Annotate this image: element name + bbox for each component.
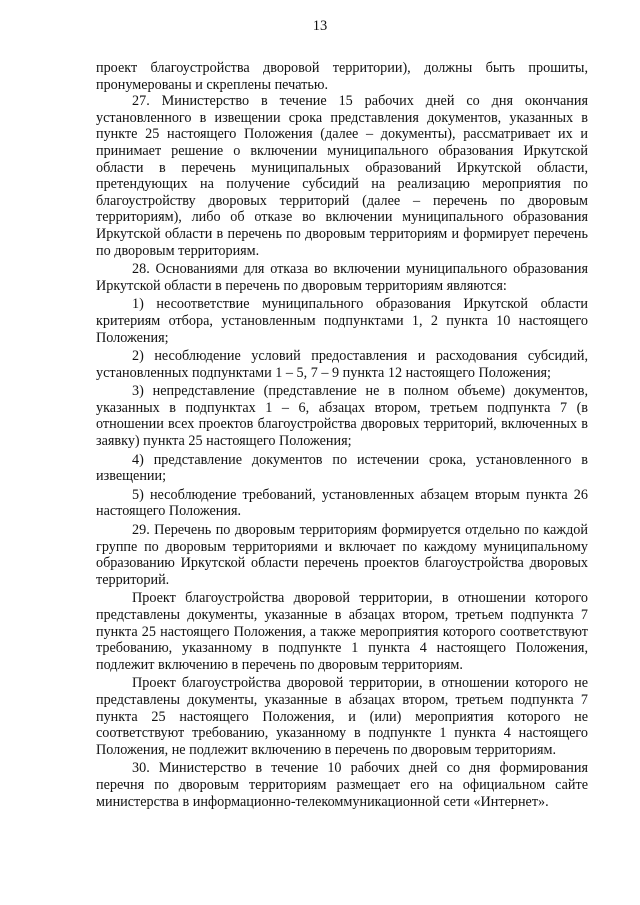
list-item-3: 3) непредставление (представление не в полном объеме) документов, указанных в подпунктах 1 – 6, абзацах втором, третьем подпункта 7 (в отношении всех проектов благоустройства дворовых территорий, включенных в заявку) пункта 25 настоящего Положения; [96, 383, 588, 450]
paragraph-29-project-excluded: Проект благоустройства дворовой территории, в отношении которого не представлены документы, указанные в абзацах втором, третьем подпункта 7 пункта 25 настоящего Положения, и (или) мероприятия которого не соответствуют требованию, указанному в подпункте 1 пункта 4 настоящего Положения, не подлежит включению в перечень по дворовым территориям. [96, 675, 588, 758]
paragraph-29-project-included: Проект благоустройства дворовой территории, в отношении которого представлены документы, указанные в абзацах втором, третьем подпункта 7 пункта 25 настоящего Положения, а также мероприятия которого соответствуют требованию, указанному в подпункте 1 пункта 4 настоящего Положения, подлежит включению в перечень по дворовым территориям. [96, 590, 588, 673]
document-body [96, 60, 588, 810]
paragraph-continuation: проект благоустройства дворовой территории), должны быть прошиты, пронумерованы и скреплены печатью. [96, 60, 588, 93]
paragraph-27: 27. Министерство в течение 15 рабочих дней со дня окончания установленного в извещении срока представления документов, указанных в пункте 25 настоящего Положения (далее – документы), рассматривает их и принимает решение о включении муниципального образования Иркутской области в перечень муниципальных образований Иркутской области, претендующих на получение субсидий на реализацию мероприятия по благоустройству дворовых территорий (далее – перечень по дворовым территориям), либо об отказе во включении муниципального образования Иркутской области в перечень по дворовым территориям и формирует перечень по дворовым территориям. [96, 93, 588, 259]
list-item-4: 4) представление документов по истечении срока, установленного в извещении; [96, 451, 588, 485]
list-item-5: 5) несоблюдение требований, установленных абзацем вторым пункта 26 настоящего Положения. [96, 486, 588, 520]
page-number: 13 [312, 18, 328, 34]
paragraph-30: 30. Министерство в течение 10 рабочих дней со дня формирования перечня по дворовым территориям размещает его на официальном сайте министерства в информационно-телекоммуникационной сети «Интернет». [96, 760, 588, 810]
list-item-2: 2) несоблюдение условий предоставления и расходования субсидий, установленных подпунктами 1 – 5, 7 – 9 пункта 12 настоящего Положения; [96, 348, 588, 381]
list-item-1: 1) несоответствие муниципального образования Иркутской области критериям отбора, установленным подпунктами 1, 2 пункта 10 настоящего Положения; [96, 296, 588, 346]
paragraph-29: 29. Перечень по дворовым территориям формируется отдельно по каждой группе по дворовым территориями и включает по каждому муниципальному образованию Иркутской области перечень проектов благоустройства дворовых территорий. [96, 522, 588, 588]
paragraph-28: 28. Основаниями для отказа во включении муниципального образования Иркутской области в перечень по дворовым территориям являются: [96, 261, 588, 294]
